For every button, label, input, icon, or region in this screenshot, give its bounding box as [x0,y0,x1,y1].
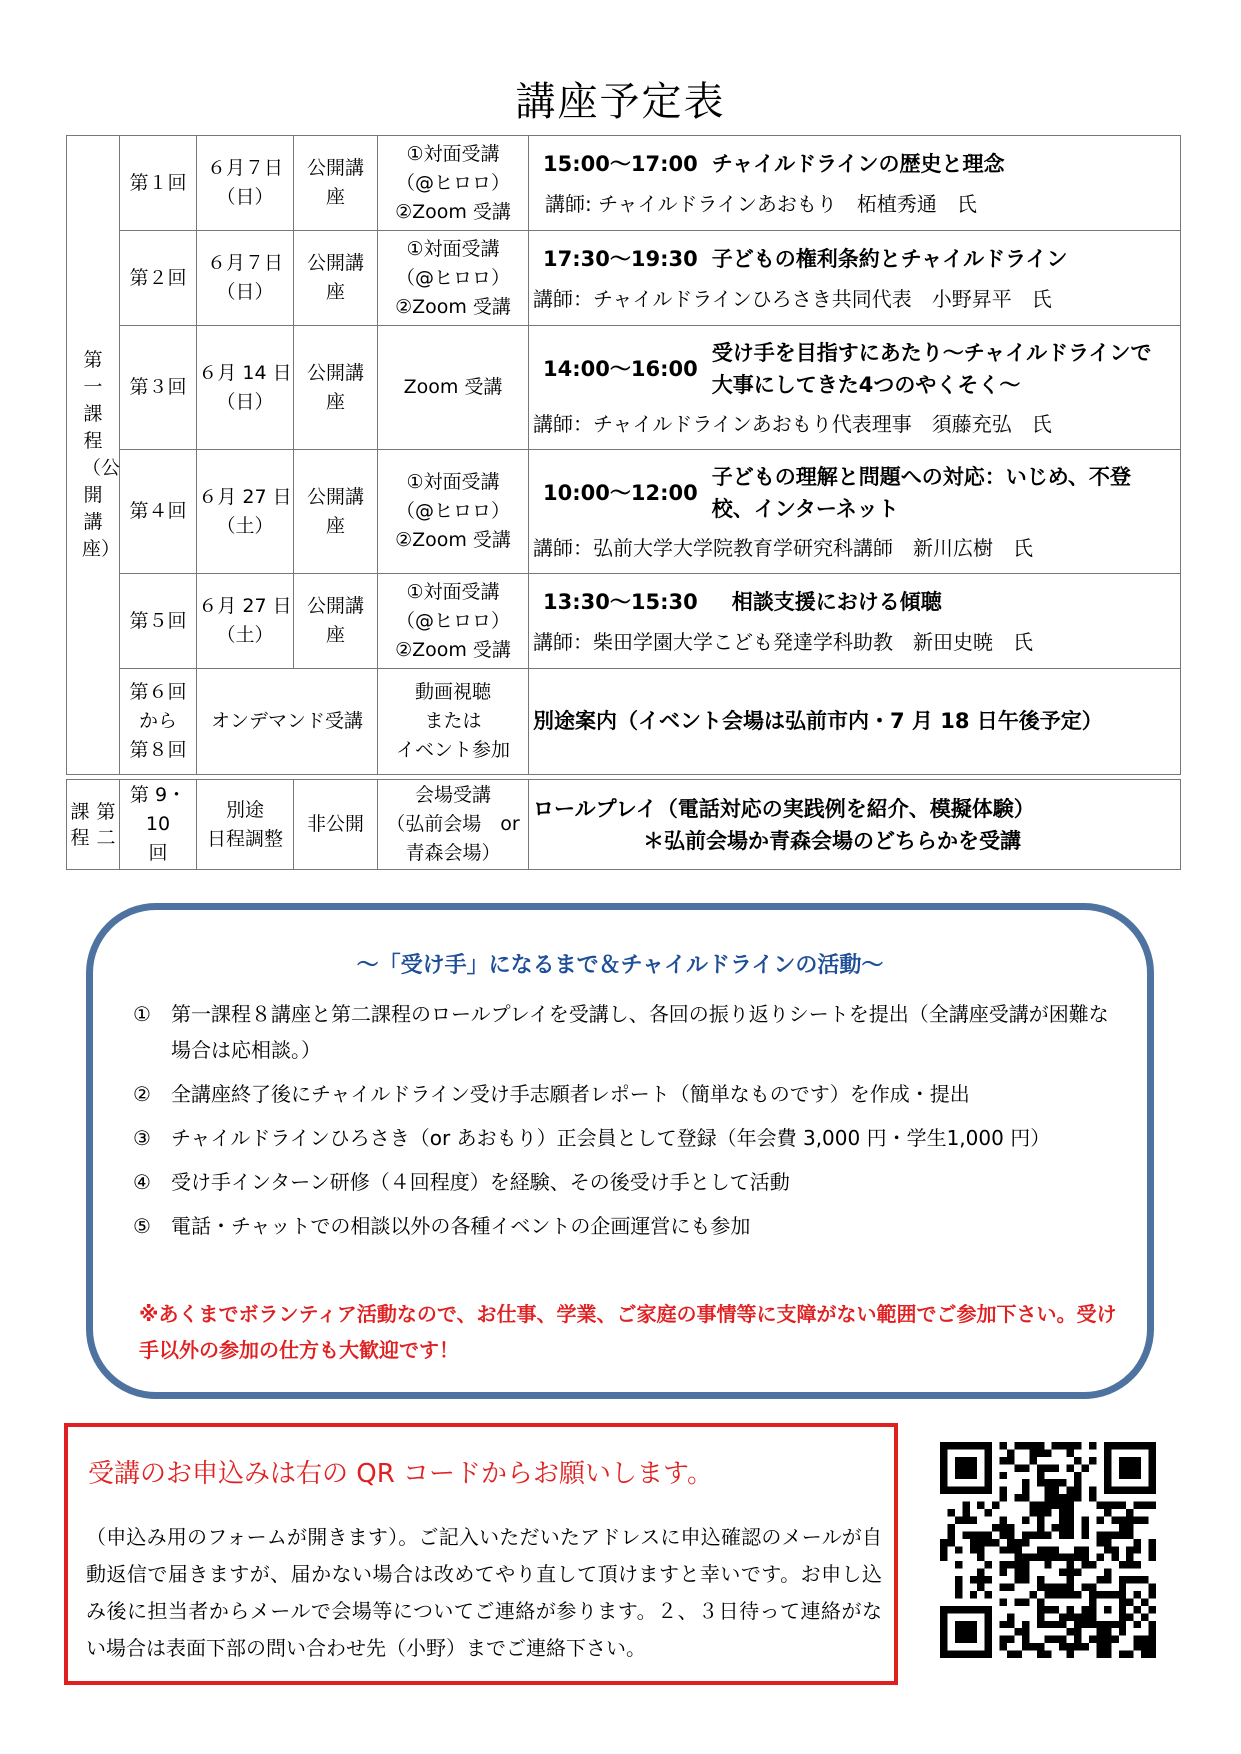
activity-box [86,903,1154,1399]
list-item: ④ 受け手インターン研修（４回程度）を経験、その後受け手として活動 [133,1170,790,1194]
session-kind: 公開講座 [294,450,378,574]
application-box [64,1423,898,1685]
session-mode: ①対面受講 （@ヒロロ） ②Zoom 受講 [378,450,529,574]
session-time: 14:00～16:00 [543,356,698,381]
course2-label: 第二 課程 [67,780,120,870]
session-desc [529,136,1181,231]
session-time: 15:00～17:00 [543,152,698,176]
session-topic: 子どもの権利条約とチャイルドライン [711,247,1068,271]
session-kind: 公開講座 [294,326,378,450]
activity-title: ～「受け手」になるまで＆チャイルドラインの活動～ [356,953,884,978]
session-desc: 別途案内（イベント会場は弘前市内・7 月 18 日午後予定） [529,669,1181,775]
session-date: ６月 14 日 （日） [197,326,294,450]
list-item: ② 全講座終了後にチャイルドライン受け手志願者レポート（簡単なものです）を作成・提出 [133,1082,970,1106]
table-row [67,669,1181,775]
session-mode: ①対面受講 （@ヒロロ） ②Zoom 受講 [378,574,529,669]
session-no: 第２回 [120,231,197,326]
session-date: ６月７日 （日） [197,231,294,326]
session-no: 第４回 [120,450,197,574]
session-mode: 会場受講 （弘前会場 or 青森会場） [378,780,529,870]
session-no: 第３回 [120,326,197,450]
session-lecturer: 講師：柴田学園大学こども発達学科助教 新田史暁 氏 [533,630,1033,654]
table-row [67,780,1181,870]
table-row [67,574,1181,669]
session-date: ６月７日 （日） [197,136,294,231]
session-date: ６月 27 日 （土） [197,574,294,669]
session-lecturer: 講師：チャイルドラインあおもり代表理事 須藤充弘 氏 [533,411,1052,436]
session-kind: 非公開 [294,780,378,870]
session-kind: 公開講座 [294,231,378,326]
session-mode: Zoom 受講 [378,326,529,450]
page-title: 講座予定表 [515,79,726,125]
list-item: ① 第一課程８講座と第二課程のロールプレイを受講し、各回の振り返りシートを提出（全講座受講が困難な場合は応相談。） [133,1002,1109,1062]
session-no: 第１回 [120,136,197,231]
session-topic: チャイルドラインの歴史と理念 [711,152,1005,176]
session-topic: 相談支援における傾聴 [731,590,942,614]
session-mode: 動画視聴 または イベント参加 [378,669,529,775]
schedule-table [66,135,1181,870]
session-kind: 公開講座 [294,136,378,231]
activity-note: ※あくまでボランティア活動なので、お仕事、学業、ご家庭の事情等に支障がない範囲でご参加下さい。受け手以外の参加の仕方も大歓迎です！ [139,1302,1117,1362]
session-lecturer: 講師：チャイルドラインひろさき共同代表 小野昇平 氏 [533,287,1052,311]
session-mode: ①対面受講 （@ヒロロ） ②Zoom 受講 [378,136,529,231]
activity-list [133,996,1123,1252]
session-date: 別途 日程調整 [197,780,294,870]
list-item: ③ チャイルドラインひろさき（or あおもり）正会員として登録（年会費 3,000 円・学生1,000 円） [133,1126,1051,1150]
session-no: 第 9・10 回 [120,780,197,870]
session-desc [529,326,1181,450]
session-desc: ロールプレイ（電話対応の実践例を紹介、模擬体験） ＊弘前会場か青森会場のどちらかを受講 [529,780,1181,870]
session-lecturer: 講師: チャイルドラインあおもり 柘植秀通 氏 [545,192,977,216]
session-no: 第６回 から 第８回 [120,669,197,775]
session-no: 第５回 [120,574,197,669]
table-row [67,326,1181,450]
list-item: ⑤ 電話・チャットでの相談以外の各種イベントの企画運営にも参加 [133,1214,751,1238]
session-lecturer: 講師：弘前大学大学院教育学研究科講師 新川広樹 氏 [533,535,1033,560]
application-heading: 受講のお申込みは右の QR コードからお願いします。 [88,1459,713,1489]
application-body: （申込み用のフォームが開きます）。ご記入いただいたアドレスに申込確認のメールが自動返信で届きますが、届かない場合は改めてやり直して頂けますと幸いです。お申し込み後に担当者からメールで会場等についてご連絡が参ります。２、３日待って連絡がない場合は表面下部の問い合わせ先（小野）までご連絡下さい。 [86,1525,882,1660]
session-topic: 子どもの理解と問題への対応：いじめ、不登校、インターネット [711,464,1131,521]
table-row [67,136,1181,231]
session-desc [529,574,1181,669]
session-kind: 公開講座 [294,574,378,669]
table-row [67,231,1181,326]
session-mode: ①対面受講 （@ヒロロ） ②Zoom 受講 [378,231,529,326]
session-time: 13:30～15:30 [543,590,698,614]
qr-code-icon[interactable] [940,1442,1156,1658]
session-kind: オンデマンド受講 [197,669,378,775]
session-topic: 受け手を目指すにあたり～チャイルドラインで大事にしてきた4つのやくそく～ [711,340,1152,397]
session-date: ６月 27 日 （土） [197,450,294,574]
session-time: 17:30～19:30 [543,247,698,271]
table-row [67,450,1181,574]
session-desc [529,450,1181,574]
session-desc [529,231,1181,326]
course1-label: 第一課程（公開講座） [67,136,120,775]
session-time: 10:00～12:00 [543,480,698,505]
